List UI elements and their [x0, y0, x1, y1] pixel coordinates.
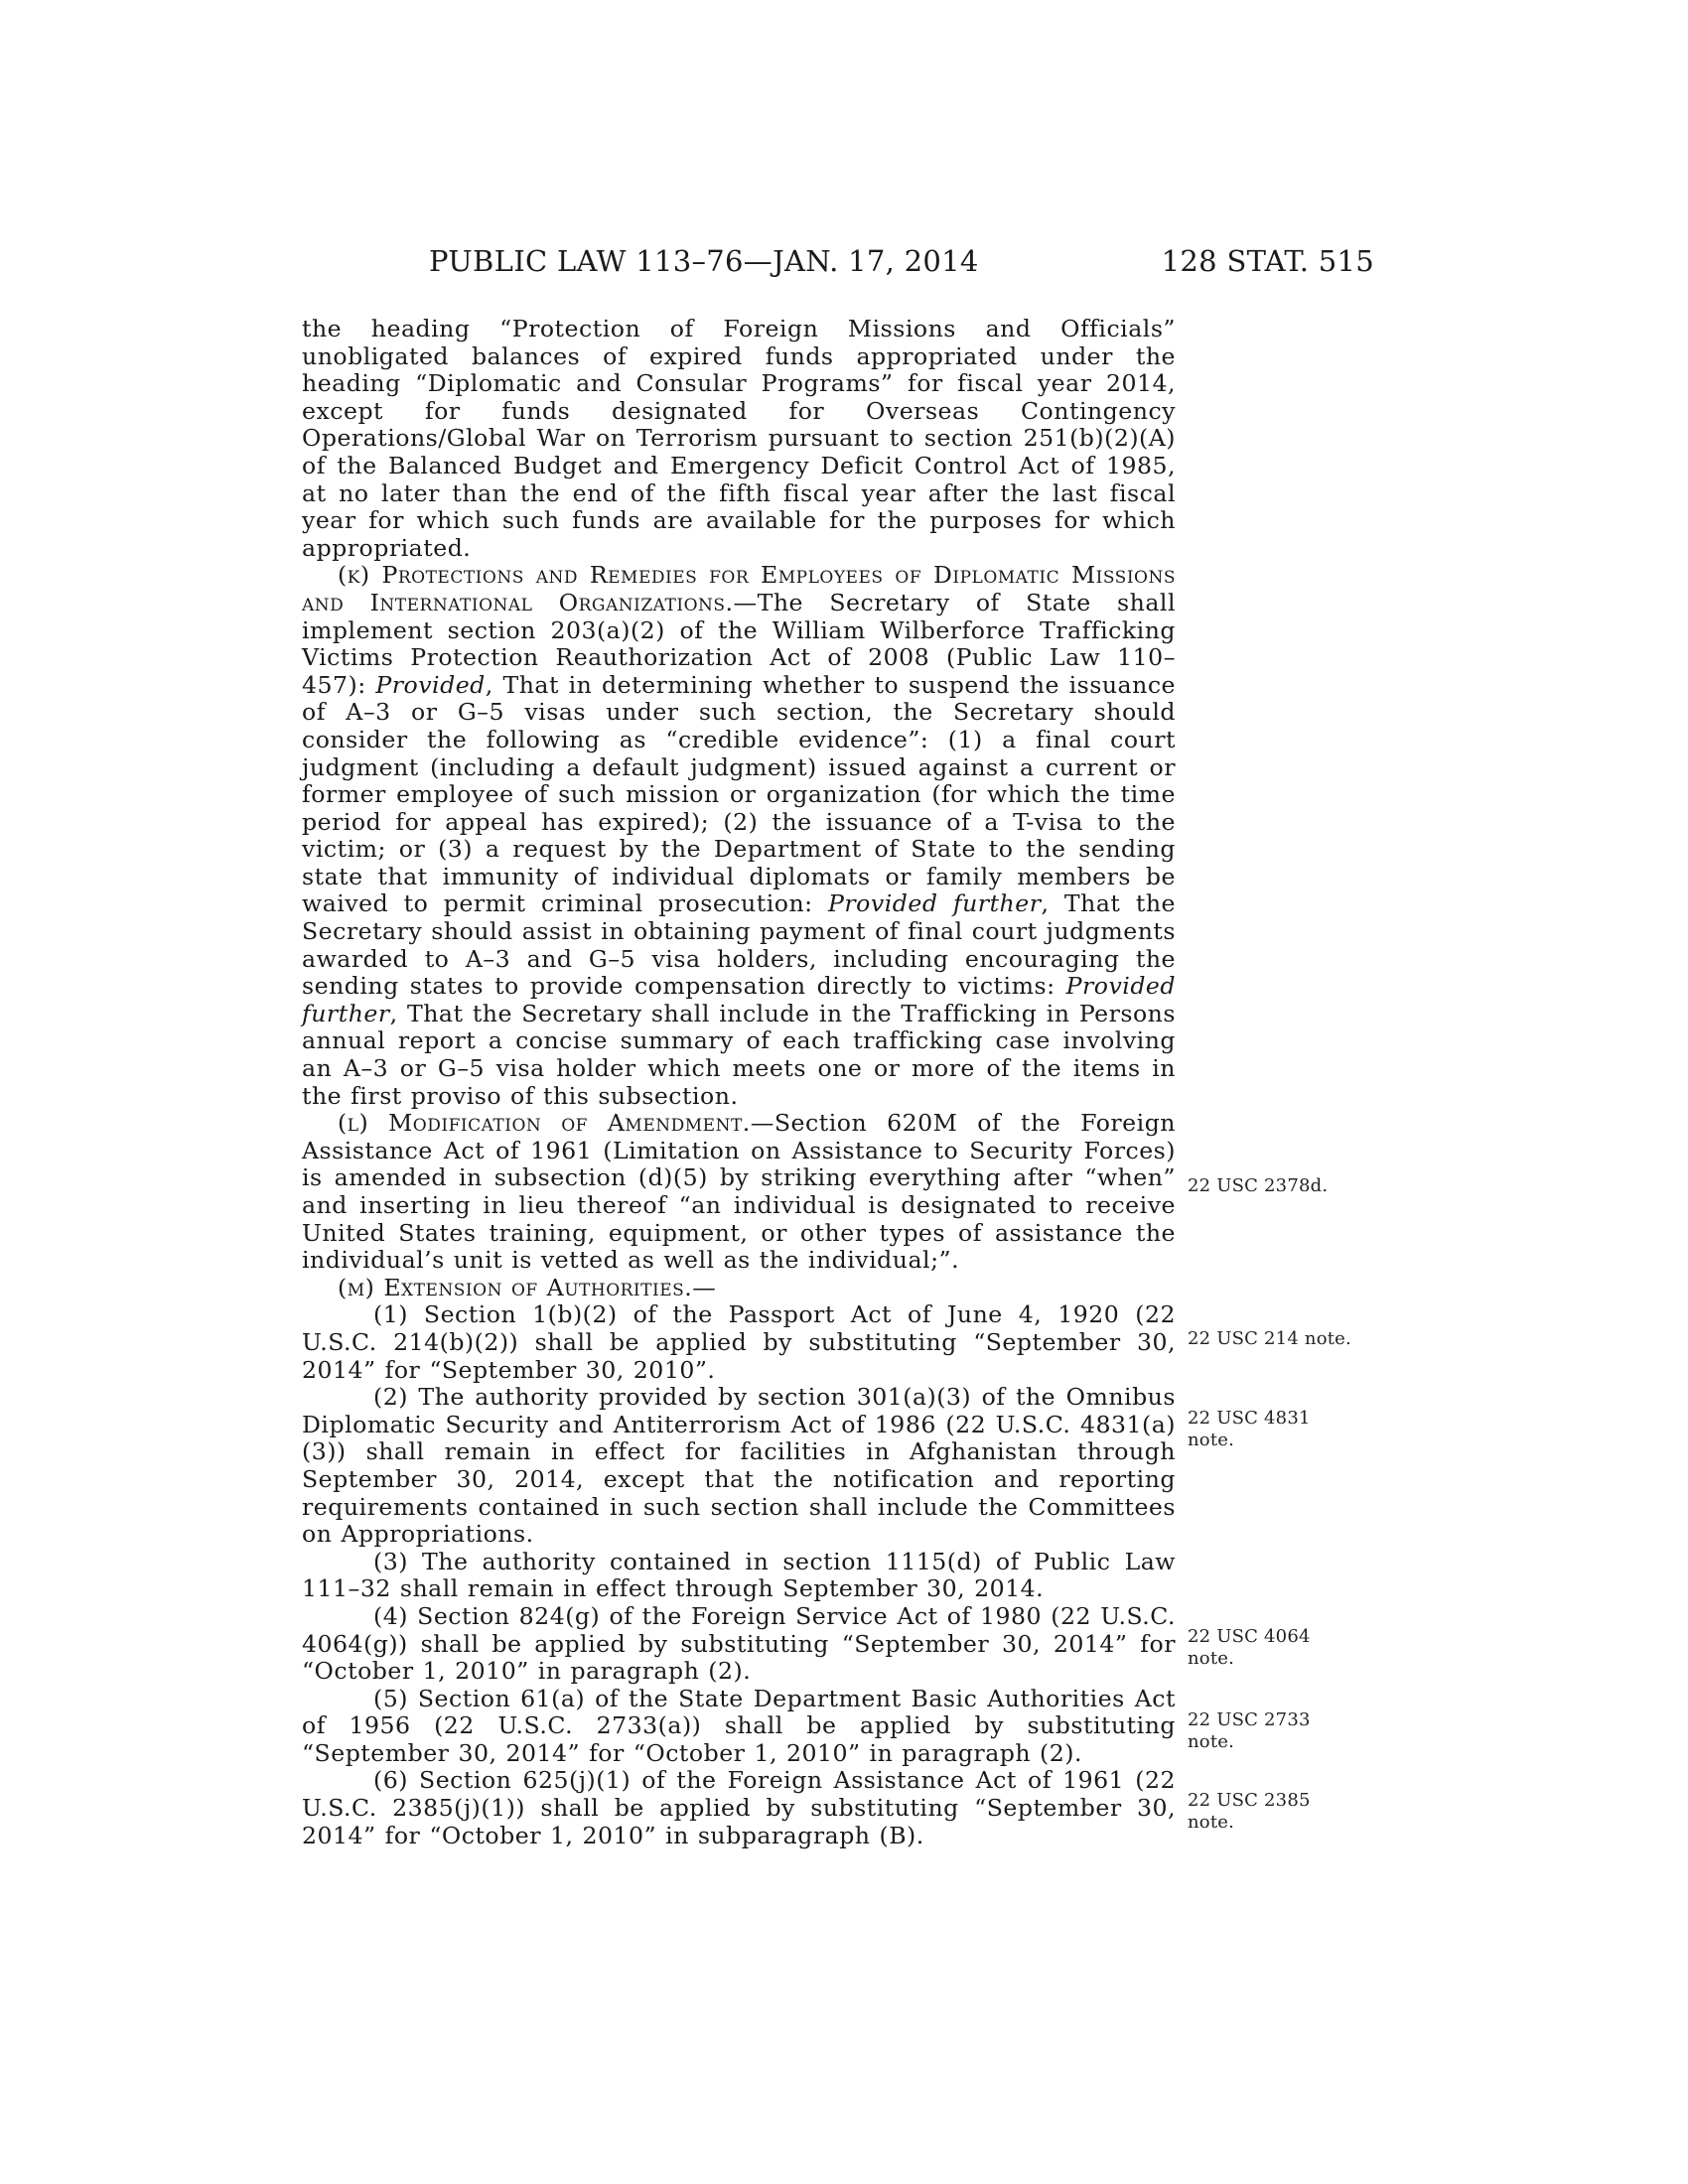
- proviso-3: Provided further: [302, 972, 1176, 1027]
- running-head: PUBLIC LAW 113–76—JAN. 17, 2014: [429, 244, 979, 278]
- subsection-m-dash: —: [692, 1273, 717, 1301]
- paragraph-m-5: (5) Section 61(a) of the State Department Basic Authorities Act of 1956 (22 U.S.C. 2733(a)) shall be applied by substituting “September 30, 2014” for “October 1, 2010” in paragraph (2).: [302, 1684, 1176, 1767]
- margin-note-2733: 22 USC 2733 note.: [1188, 1709, 1311, 1752]
- subsection-k-text-3: , That the Secretary should assist in obtaining payment of final court judgments awarded to A–3 and G–5 visa holders, including encouraging the sending states to provide compensation directly to victims:: [302, 889, 1176, 1001]
- subsection-l-heading: (l) Modification of Amendment.: [338, 1109, 751, 1138]
- paragraph-m-6: (6) Section 625(j)(1) of the Foreign Assistance Act of 1961 (22 U.S.C. 2385(j)(1)) shall be applied by substituting “September 30, 2014” for “October 1, 2010” in subparagraph (B).: [302, 1766, 1176, 1849]
- statute-citation: 128 STAT. 515: [1161, 244, 1374, 278]
- subsection-m-title: (m) Extension of Authorities.: [338, 1273, 693, 1301]
- page-header: [302, 238, 1374, 284]
- subsection-k-text-4: , That the Secretary shall include in the Trafficking in Persons annual report a concise summary of each trafficking case involving an A–3 or G–5 visa holder which meets one or more of the items in the first proviso of this subsection.: [302, 999, 1176, 1110]
- continuation-paragraph: the heading “Protection of Foreign Missions and Officials” unobligated balances of expired funds appropriated under the heading “Diplomatic and Consular Programs” for fiscal year 2014, except for funds designated for Overseas Contingency Operations/Global War on Terrorism pursuant to section 251(b)(2)(A) of the Balanced Budget and Emergency Deficit Control Act of 1985, at no later than the end of the fifth fiscal year after the last fiscal year for which such funds are available for the purposes for which appropriated.: [302, 315, 1176, 562]
- paragraph-m-2: (2) The authority provided by section 301(a)(3) of the Omnibus Diplomatic Security and Antiterrorism Act of 1986 (22 U.S.C. 4831(a)(3)) shall remain in effect for facilities in Afghanistan through September 30, 2014, except that the notification and reporting requirements contained in such section shall include the Committees on Appropriations.: [302, 1383, 1176, 1549]
- paragraph-m-3: (3) The authority contained in section 1115(d) of Public Law 111–32 shall remain in effect through September 30, 2014.: [302, 1547, 1176, 1603]
- paragraph-m-4: (4) Section 824(g) of the Foreign Service Act of 1980 (22 U.S.C. 4064(g)) shall be applied by substituting “September 30, 2014” for “October 1, 2010” in paragraph (2).: [302, 1601, 1176, 1686]
- proviso-2: Provided further: [828, 889, 1042, 918]
- subsection-k-heading: (k) Protections and Remedies for Employees of Diplomatic Missions and International Organizations.: [302, 561, 1176, 616]
- document-body: [302, 316, 1176, 1849]
- margin-note-4831: 22 USC 4831 note.: [1188, 1408, 1311, 1450]
- margin-note-2385: 22 USC 2385 note.: [1188, 1790, 1311, 1833]
- proviso-1: Provided: [375, 670, 486, 699]
- subsection-m-heading: [302, 1275, 1176, 1302]
- subsection-l: [302, 1110, 1176, 1275]
- margin-note-2378d: 22 USC 2378d.: [1188, 1175, 1329, 1196]
- subsection-k: [302, 562, 1176, 1110]
- subsection-k-text-1: —The Secretary of State shall implement section 203(a)(2) of the William Wilberforce Trafficking Victims Protection Reauthorization Act of 2008 (Public Law 110–457):: [302, 588, 1176, 699]
- margin-note-214: 22 USC 214 note.: [1188, 1328, 1351, 1349]
- paragraph-m-1: (1) Section 1(b)(2) of the Passport Act of June 4, 1920 (22 U.S.C. 214(b)(2)) shall be applied by substituting “September 30, 2014” for “September 30, 2010”.: [302, 1300, 1176, 1384]
- margin-note-4064: 22 USC 4064 note.: [1188, 1626, 1311, 1669]
- subsection-l-text: —Section 620M of the Foreign Assistance Act of 1961 (Limitation on Assistance to Security Forces) is amended in subsection (d)(5) by striking everything after “when” and inserting in lieu thereof “an individual is designated to receive United States training, equipment, or other types of assistance the individual’s unit is vetted as well as the individual;”.: [302, 1109, 1176, 1275]
- subsection-k-text-2: , That in determining whether to suspend the issuance of A–3 or G–5 visas under such section, the Secretary should consider the following as “credible evidence”: (1) a final court judgment (including a default judgment) issued against a current or former employee of such mission or organization (for which the time period for appeal has expired); (2) the issuance of a T-visa to the victim; or (3) a request by the Department of State to the sending state that immunity of individual diplomats or family members be waived to permit criminal prosecution:: [302, 670, 1177, 918]
